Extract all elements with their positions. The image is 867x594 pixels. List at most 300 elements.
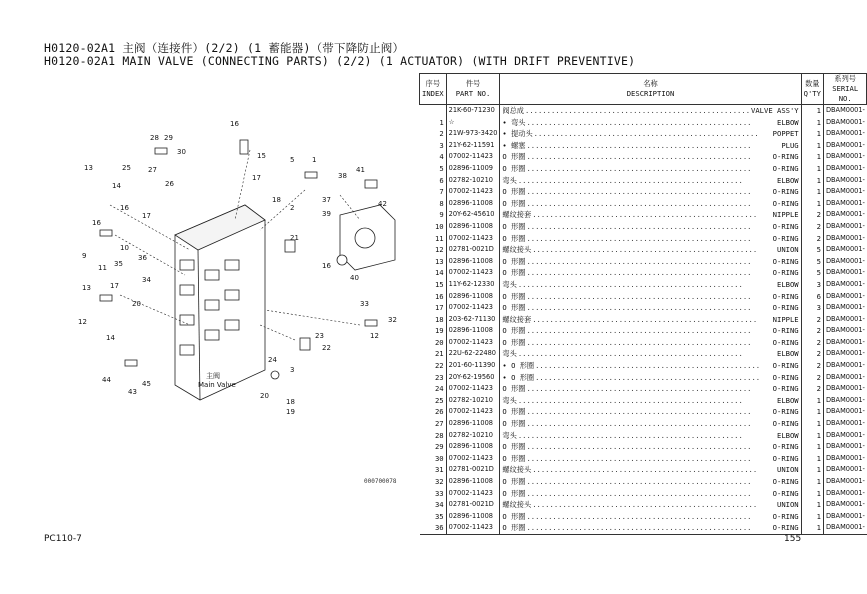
row-description: O 形圈 .................................................... O-RING [500,383,801,395]
table-row [420,372,867,384]
row-desc-cn: 弯头 [502,349,517,359]
table-row [420,348,867,360]
svg-text:22: 22 [322,344,331,352]
row-desc-cn: O 形圈 [502,303,526,313]
row-desc-en: ELBOW [777,175,799,185]
title-chinese: H0120-02A1 主阀（连接件）(2/2) (1 蓄能器)（带下降防止阀） [44,41,405,55]
row-part-no: 07002-11423 [446,453,500,465]
row-serial-no: DBAM0001- [825,233,865,242]
row-desc-en: PLUG [781,140,799,150]
row-description: O 形圈 .................................................... O-RING [500,522,801,534]
row-part-no: 02896-11008 [446,441,500,453]
table-row [420,511,867,523]
parts-table [419,73,867,535]
row-desc-en: O-RING [772,152,799,162]
row-desc-cn: • O 形圈 [502,361,535,371]
row-description: 弯头 .................................................... ELBOW [500,430,801,442]
row-desc-en: O-RING [772,187,799,197]
row-index: 3 [420,140,447,152]
table-row [420,406,867,418]
svg-text:3: 3 [290,366,295,374]
row-serial-no: DBAM0001- [825,361,865,370]
row-description: 弯头 .................................................... ELBOW [500,279,801,291]
row-qty: 2 [801,372,823,384]
row-description: O 形圈 .................................................... O-RING [500,186,801,198]
row-desc-en: O-RING [772,163,799,173]
row-part-no: 07002-11423 [446,383,500,395]
row-desc-en: O-RING [772,303,799,313]
row-desc-en: O-RING [772,256,799,266]
svg-text:24: 24 [268,356,277,364]
row-part-no: 02896-11008 [446,476,500,488]
table-row [420,209,867,221]
svg-text:9: 9 [82,252,87,260]
svg-text:36: 36 [138,254,147,262]
row-index: 15 [420,279,447,291]
row-serial-no: DBAM0001- [825,221,865,230]
row-qty: 1 [801,453,823,465]
row-description: • O 形圈 .................................................... O-RING [500,360,801,372]
table-row [420,279,867,291]
row-serial-no: DBAM0001- [825,477,865,485]
row-description: O 形圈 .................................................... O-RING [500,163,801,175]
row-description: • 提动头 .................................................... POPPET [500,128,801,140]
row-desc-cn: O 形圈 [502,291,526,301]
table-row [420,151,867,163]
row-part-no: 203-62-71130 [446,314,500,326]
row-desc-en: O-RING [772,233,799,243]
row-part-no: 11Y-62-12330 [446,279,500,291]
svg-text:28: 28 [150,134,159,142]
svg-text:40: 40 [350,274,359,282]
row-part-no: 07002-11423 [446,522,500,534]
row-desc-cn: • O 形圈 [502,372,535,382]
row-qty: 1 [801,128,823,140]
row-desc-cn: 弯头 [502,430,517,440]
svg-text:15: 15 [257,152,266,160]
row-desc-cn: O 形圈 [502,337,526,347]
table-row [420,488,867,500]
row-index: 26 [420,406,447,418]
row-desc-en: NIPPLE [772,210,799,220]
row-serial-no: DBAM0001- [825,384,865,393]
row-serial-no: DBAM0001- [825,407,865,416]
row-desc-en: ELBOW [777,430,799,440]
table-row [420,441,867,453]
row-description: O 形圈 .................................................... O-RING [500,325,801,337]
svg-text:16: 16 [322,262,331,270]
row-qty: 1 [801,522,823,534]
svg-text:42: 42 [378,200,387,208]
row-part-no: 07002-11423 [446,233,500,245]
row-index: 19 [420,325,447,337]
row-description: O 形圈 .................................................... O-RING [500,441,801,453]
row-part-no: 02896-11008 [446,221,500,233]
row-description: 螺纹接头 .................................................... UNION [500,499,801,511]
row-description: O 形圈 .................................................... O-RING [500,302,801,314]
svg-text:39: 39 [322,210,331,218]
row-desc-en: O-RING [772,221,799,231]
row-desc-cn: O 形圈 [502,488,526,498]
table-row [420,198,867,210]
svg-text:17: 17 [110,282,119,290]
header-index: 序号 INDEX [420,74,447,105]
row-desc-cn: O 形圈 [502,163,526,173]
svg-text:19: 19 [286,408,295,416]
row-desc-en: O-RING [772,268,799,278]
row-qty: 2 [801,209,823,221]
row-qty: 2 [801,383,823,395]
row-desc-en: ELBOW [777,395,799,405]
row-qty: 1 [801,511,823,523]
svg-text:14: 14 [112,182,121,190]
row-desc-en: O-RING [772,488,799,498]
row-part-no: 02896-11009 [446,163,500,175]
row-qty: 1 [801,140,823,152]
row-part-no: 02896-11008 [446,325,500,337]
row-serial-no: DBAM0001- [825,129,865,138]
row-desc-cn: 螺纹接套 [502,314,532,324]
row-qty: 1 [801,186,823,198]
row-description: O 形圈 .................................................... O-RING [500,221,801,233]
row-index: 33 [420,488,447,500]
row-serial-no: DBAM0001- [825,152,865,161]
row-description: O 形圈 .................................................... O-RING [500,337,801,349]
row-desc-cn: O 形圈 [502,407,526,417]
row-desc-cn: 螺纹接头 [502,465,532,475]
row-index: 36 [420,522,447,534]
row-description: O 形圈 .................................................... O-RING [500,476,801,488]
row-index: 17 [420,302,447,314]
row-part-no: 21Y-62-11591 [446,140,500,152]
table-row [420,464,867,476]
row-desc-en: O-RING [772,511,799,521]
row-qty: 1 [801,105,823,117]
row-desc-cn: O 形圈 [502,523,526,533]
table-row [420,522,867,534]
table-row [420,314,867,326]
svg-text:14: 14 [106,334,115,342]
row-serial-no: DBAM0001- [825,303,865,312]
row-qty: 1 [801,488,823,500]
row-description: 阀总成 .................................................... VALVE ASS'Y [500,105,801,117]
row-description: O 形圈 .................................................... O-RING [500,151,801,163]
row-index: 20 [420,337,447,349]
row-serial-no: DBAM0001- [825,268,865,277]
row-part-no: 02896-11008 [446,291,500,303]
row-part-no: 02782-10210 [446,430,500,442]
svg-text:12: 12 [370,332,379,340]
row-desc-cn: 螺纹接头 [502,245,532,255]
row-index: 28 [420,430,447,442]
row-qty: 2 [801,325,823,337]
table-row [420,476,867,488]
row-serial-no: DBAM0001- [825,140,865,149]
row-desc-cn: O 形圈 [502,326,526,336]
table-row [420,117,867,129]
svg-text:34: 34 [142,276,151,284]
row-qty: 1 [801,476,823,488]
row-serial-no: DBAM0001- [825,465,865,474]
row-qty: 2 [801,348,823,360]
row-part-no: 02781-0021D [446,499,500,511]
accumulator-block [340,205,395,270]
row-desc-cn: • 螺塞 [502,140,526,150]
row-serial-no: DBAM0001- [825,187,865,196]
table-row [420,325,867,337]
table-row [420,128,867,140]
table-row [420,244,867,256]
row-qty: 5 [801,244,823,256]
row-part-no: 02781-0021D [446,464,500,476]
row-qty: 1 [801,406,823,418]
row-serial-no: DBAM0001- [825,372,865,381]
row-qty: 6 [801,291,823,303]
svg-text:20: 20 [260,392,269,400]
row-index: 35 [420,511,447,523]
row-description: 弯头 .................................................... ELBOW [500,348,801,360]
row-qty: 2 [801,337,823,349]
row-index: 4 [420,151,447,163]
row-serial-no: DBAM0001- [825,314,865,323]
row-desc-cn: 螺纹接头 [502,500,532,510]
row-part-no: 02782-10210 [446,175,500,187]
row-part-no: 07002-11423 [446,302,500,314]
header-description: 名称 DESCRIPTION [500,74,801,105]
row-index [420,105,447,117]
table-row [420,360,867,372]
row-desc-cn: O 形圈 [502,198,526,208]
row-qty: 2 [801,314,823,326]
row-desc-en: O-RING [772,477,799,486]
row-qty: 1 [801,464,823,476]
row-serial-no: DBAM0001- [825,500,865,509]
row-qty: 1 [801,151,823,163]
row-index: 16 [420,291,447,303]
svg-text:16: 16 [120,204,129,212]
row-index: 23 [420,372,447,384]
row-serial-no: DBAM0001- [825,419,865,428]
row-desc-en: O-RING [772,291,799,301]
svg-text:33: 33 [360,300,369,308]
table-row [420,291,867,303]
row-index: 6 [420,175,447,187]
row-desc-cn: 弯头 [502,395,517,405]
svg-text:32: 32 [388,316,397,324]
table-row [420,418,867,430]
row-part-no: 07002-11423 [446,488,500,500]
row-qty: 1 [801,175,823,187]
svg-text:27: 27 [148,166,157,174]
row-desc-cn: 弯头 [502,175,517,185]
row-desc-en: O-RING [772,419,799,429]
row-qty: 1 [801,198,823,210]
row-qty: 1 [801,117,823,129]
svg-text:12: 12 [78,318,87,326]
row-desc-en: O-RING [772,453,799,463]
row-desc-cn: O 形圈 [502,477,526,486]
table-row [420,163,867,175]
svg-text:11: 11 [98,264,107,272]
table-row [420,233,867,245]
row-index: 27 [420,418,447,430]
row-index: 34 [420,499,447,511]
row-qty: 1 [801,499,823,511]
row-desc-en: O-RING [772,372,799,382]
row-desc-en: O-RING [772,361,799,371]
row-serial-no: DBAM0001- [825,279,865,288]
machine-model: PC110-7 [44,534,82,544]
svg-text:29: 29 [164,134,173,142]
svg-text:25: 25 [122,164,131,172]
row-index: 30 [420,453,447,465]
row-part-no: 07002-11423 [446,151,500,163]
row-part-no: 21K-60-71230 [446,105,500,117]
row-part-no: 02782-10210 [446,395,500,407]
row-serial-no: DBAM0001- [823,522,866,534]
row-desc-cn: O 形圈 [502,511,526,521]
row-serial-no: DBAM0001- [825,256,865,265]
row-index: 10 [420,221,447,233]
row-description: O 形圈 .................................................... O-RING [500,488,801,500]
row-serial-no: DBAM0001- [825,198,865,207]
drawing-id: 000700078 [364,478,397,485]
row-desc-en: O-RING [772,198,799,208]
row-desc-cn: 螺纹接套 [502,210,532,220]
row-description: 螺纹接套 .................................................... NIPPLE [500,314,801,326]
row-index: 31 [420,464,447,476]
row-index: 7 [420,186,447,198]
row-description: O 形圈 .................................................... O-RING [500,198,801,210]
row-part-no: 21W-973-3420 [446,128,500,140]
svg-text:16: 16 [230,120,239,128]
row-serial-no: DBAM0001- [825,337,865,346]
row-description: O 形圈 .................................................... O-RING [500,418,801,430]
row-desc-en: NIPPLE [772,314,799,324]
row-serial-no: DBAM0001- [825,442,865,451]
row-qty: 1 [801,395,823,407]
row-serial-no: DBAM0001- [825,210,865,219]
svg-text:1: 1 [312,156,317,164]
row-serial-no: DBAM0001- [825,349,865,358]
row-serial-no: DBAM0001- [825,117,865,126]
row-serial-no: DBAM0001- [825,395,865,404]
row-serial-no: DBAM0001- [825,175,865,184]
row-description: 螺纹接套 .................................................... NIPPLE [500,209,801,221]
row-index: 12 [420,244,447,256]
row-desc-en: O-RING [772,407,799,417]
row-part-no: 02896-11008 [446,256,500,268]
row-desc-cn: 弯头 [502,279,517,289]
table-row [420,186,867,198]
row-index: 11 [420,233,447,245]
row-description: O 形圈 .................................................... O-RING [500,291,801,303]
main-valve-label-en: Main Valve [198,381,236,389]
row-desc-en: VALVE ASS'Y [751,106,799,115]
row-part-no: 20Y-62-19560 [446,372,500,384]
row-part-no: 201-60-11390 [446,360,500,372]
row-qty: 2 [801,233,823,245]
row-index: 24 [420,383,447,395]
svg-text:43: 43 [128,388,137,396]
row-qty: 2 [801,221,823,233]
row-desc-cn: O 形圈 [502,233,526,243]
svg-text:23: 23 [315,332,324,340]
header-qty: 数量 Q'TY [801,74,823,105]
header-part-no: 件号 PART NO. [446,74,500,105]
row-desc-en: O-RING [772,384,799,394]
row-desc-en: UNION [777,465,799,475]
row-desc-cn: O 形圈 [502,221,526,231]
row-description: 弯头 .................................................... ELBOW [500,175,801,187]
row-desc-cn: • 提动头 [502,129,533,139]
row-part-no: 07002-11423 [446,337,500,349]
row-qty: 1 [801,418,823,430]
svg-text:17: 17 [252,174,261,182]
row-description: O 形圈 .................................................... O-RING [500,406,801,418]
row-part-no: ☆ [446,117,500,129]
row-description: • O 形圈 .................................................... O-RING [500,372,801,384]
row-desc-cn: O 形圈 [502,152,526,162]
row-desc-en: O-RING [772,442,799,452]
row-part-no: 20Y-62-45610 [446,209,500,221]
row-desc-en: ELBOW [777,117,799,127]
row-index: 2 [420,128,447,140]
row-desc-en: ELBOW [777,279,799,289]
table-row [420,395,867,407]
row-serial-no: DBAM0001- [825,163,865,172]
row-qty: 2 [801,360,823,372]
table-row [420,430,867,442]
row-index: 8 [420,198,447,210]
row-part-no: 02896-11008 [446,511,500,523]
table-row [420,267,867,279]
row-description: O 形圈 .................................................... O-RING [500,256,801,268]
row-serial-no: DBAM0001- [825,511,865,520]
svg-text:16: 16 [92,219,101,227]
table-row [420,175,867,187]
svg-text:30: 30 [177,148,186,156]
row-index: 13 [420,256,447,268]
row-desc-cn: O 形圈 [502,256,526,266]
row-index: 18 [420,314,447,326]
svg-text:13: 13 [84,164,93,172]
row-qty: 3 [801,279,823,291]
row-desc-en: ELBOW [777,349,799,359]
svg-text:18: 18 [272,196,281,204]
row-serial-no: DBAM0001- [825,326,865,335]
row-desc-en: O-RING [772,326,799,336]
row-description: O 形圈 .................................................... O-RING [500,453,801,465]
row-qty: 5 [801,256,823,268]
row-qty: 1 [801,441,823,453]
row-desc-cn: 阀总成 [502,106,524,115]
table-row [420,221,867,233]
table-row [420,140,867,152]
svg-text:21: 21 [290,234,299,242]
row-index: 32 [420,476,447,488]
row-description: 螺纹接头 .................................................... UNION [500,464,801,476]
row-desc-en: O-RING [772,337,799,347]
svg-text:41: 41 [356,166,365,174]
row-serial-no: DBAM0001- [825,453,865,462]
row-part-no: 07002-11423 [446,186,500,198]
row-qty: 1 [801,430,823,442]
row-description: • 螺塞 .................................................... PLUG [500,140,801,152]
main-valve-label-cn: 主阀 [206,372,220,380]
svg-text:10: 10 [120,244,129,252]
row-qty: 3 [801,302,823,314]
